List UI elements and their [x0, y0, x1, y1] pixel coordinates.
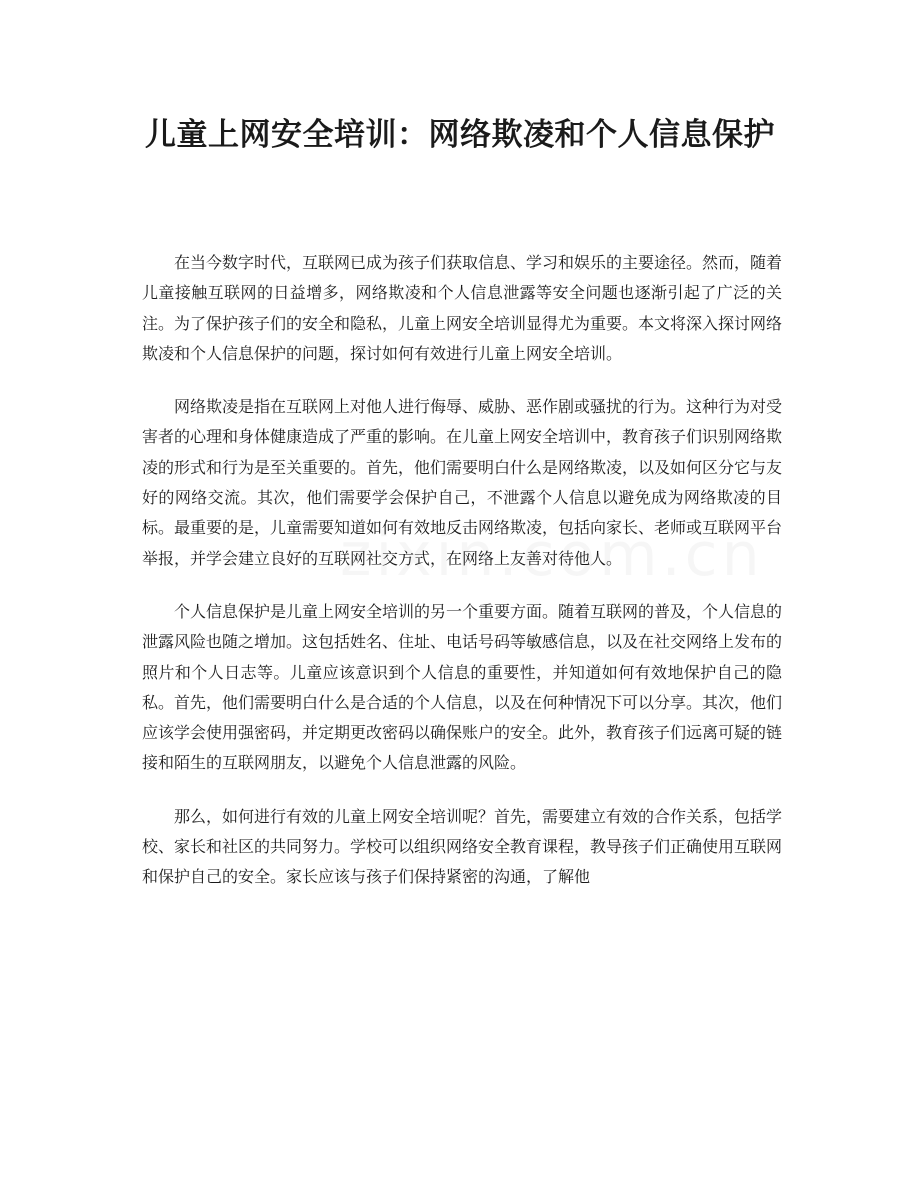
paragraph-intro: 在当今数字时代，互联网已成为孩子们获取信息、学习和娱乐的主要途径。然而，随着儿童接触互联网的日益增多，网络欺凌和个人信息泄露等安全问题也逐渐引起了广泛的关注。为了保护孩子们的安全和隐私，儿童上网安全培训显得尤为重要。本文将深入探讨网络欺凌和个人信息保护的问题，探讨如何有效进行儿童上网安全培训。 — [142, 253, 783, 363]
document-body — [142, 248, 782, 916]
document-title: 儿童上网安全培训：网络欺凌和个人信息保护 — [145, 117, 775, 153]
paragraph-how-to-train: 那么，如何进行有效的儿童上网安全培训呢？首先，需要建立有效的合作关系，包括学校、家长和社区的共同努力。学校可以组织网络安全教育课程，教导孩子们正确使用互联网和保护自己的安全。家长应该与孩子们保持紧密的沟通，了解他 — [142, 806, 783, 887]
paragraph-personal-info: 个人信息保护是儿童上网安全培训的另一个重要方面。随着互联网的普及，个人信息的泄露风险也随之增加。这包括姓名、住址、电话号码等敏感信息，以及在社交网络上发布的照片和个人日志等。儿童应该意识到个人信息的重要性，并知道如何有效地保护自己的隐私。首先，他们需要明白什么是合适的个人信息，以及在何种情况下可以分享。其次，他们应该学会使用强密码，并定期更改密码以确保账户的安全。此外，教育孩子们远离可疑的链接和陌生的互联网朋友，以避免个人信息泄露的风险。 — [142, 601, 783, 773]
paragraph-cyberbullying: 网络欺凌是指在互联网上对他人进行侮辱、威胁、恶作剧或骚扰的行为。这种行为对受害者的心理和身体健康造成了严重的影响。在儿童上网安全培训中，教育孩子们识别网络欺凌的形式和行为是至关重要的。首先，他们需要明白什么是网络欺凌，以及如何区分它与友好的网络交流。其次，他们需要学会保护自己，不泄露个人信息以避免成为网络欺凌的目标。最重要的是，儿童需要知道如何有效地反击网络欺凌，包括向家长、老师或互联网平台举报，并学会建立良好的互联网社交方式，在网络上友善对待他人。 — [142, 397, 783, 568]
